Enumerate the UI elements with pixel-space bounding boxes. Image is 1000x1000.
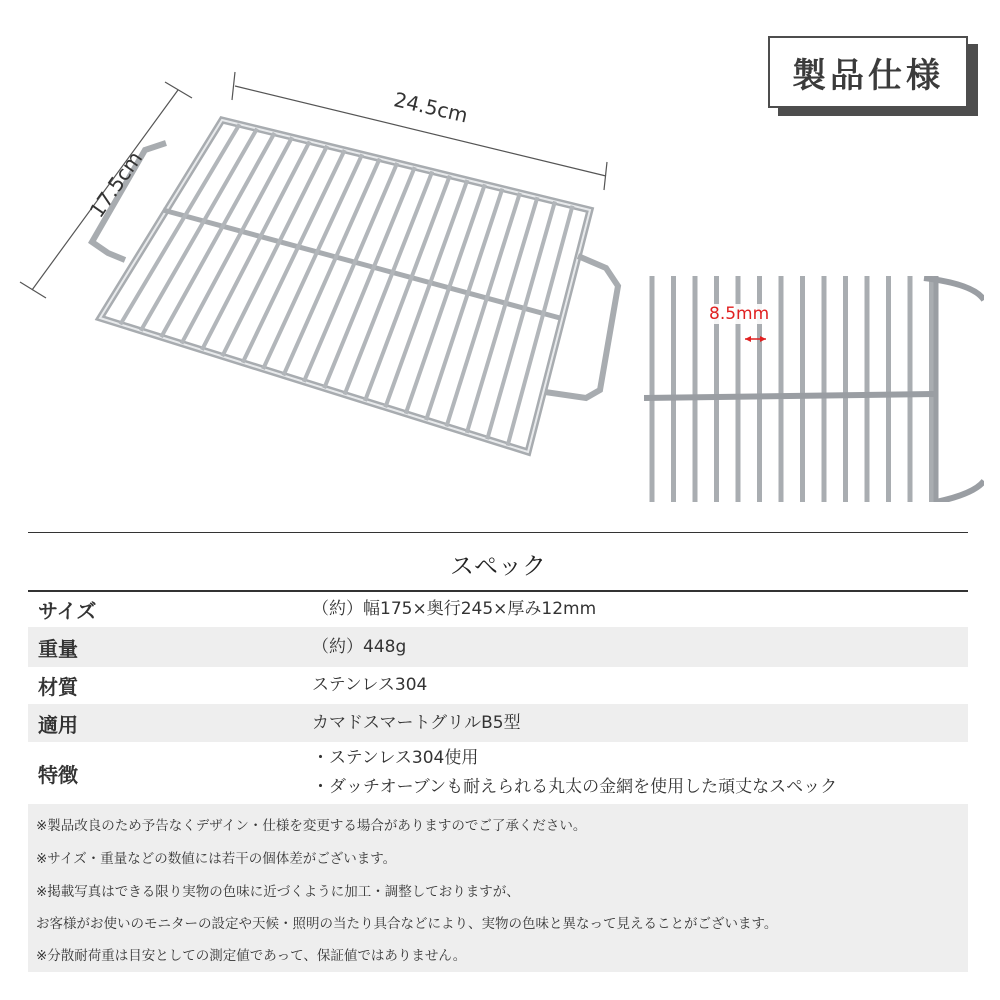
grate-bar bbox=[446, 193, 519, 427]
spec-row-weight bbox=[28, 627, 968, 667]
notes-box bbox=[28, 804, 968, 972]
title-badge bbox=[768, 36, 968, 108]
grate-bar bbox=[406, 184, 485, 413]
note-line: ※掲載写真はできる限り実物の色味に近づくように加工・調整しておりますが、 bbox=[36, 884, 520, 900]
spec-label: 特徴 bbox=[38, 762, 78, 787]
spec-row-compatibility bbox=[28, 704, 968, 742]
spec-value: ・ステンレス304使用 ・ダッチオーブンも耐えられる丸太の金網を使用した頑丈なスペック bbox=[312, 748, 838, 797]
grill-grate-image bbox=[0, 0, 640, 500]
depth-dimension-label: 17.5cm bbox=[84, 146, 148, 223]
bar-spacing-closeup-image bbox=[644, 276, 984, 502]
note-line: ※サイズ・重量などの数値には若干の個体差がございます。 bbox=[36, 851, 397, 867]
spec-value: （約）幅175×奥行245×厚み12mm bbox=[312, 599, 597, 619]
grate-bar bbox=[324, 167, 415, 388]
page-title: 製品仕様 bbox=[792, 55, 944, 96]
spec-row-features bbox=[28, 742, 968, 804]
spec-value: カマドスマートグリルB5型 bbox=[312, 712, 521, 733]
note-line: ※分散耐荷重は目安としての測定値であって、保証値ではありません。 bbox=[36, 948, 467, 964]
spec-heading: スペック bbox=[450, 551, 546, 580]
spec-value: （約）448g bbox=[312, 636, 407, 657]
spec-label: 適用 bbox=[38, 712, 78, 737]
grate-bar bbox=[426, 189, 502, 421]
spec-table bbox=[28, 592, 968, 804]
grate-bar bbox=[487, 201, 555, 439]
spec-label: 材質 bbox=[38, 675, 78, 699]
width-dimension-label: 24.5cm bbox=[391, 87, 471, 128]
spec-top-divider bbox=[28, 532, 968, 533]
spec-row-size bbox=[28, 592, 968, 627]
spec-value: ステンレス304 bbox=[312, 675, 428, 695]
spec-label: 重量 bbox=[38, 636, 78, 661]
note-line: ※製品改良のため予告なくデザイン・仕様を変更する場合がありますのでご了承ください。 bbox=[36, 818, 587, 834]
bar-spacing-label: 8.5mm bbox=[706, 304, 772, 324]
spec-label: サイズ bbox=[38, 599, 97, 623]
note-line: お客様がお使いのモニターの設定や天候・照明の当たり具合などにより、実物の色味と異なって見えることがございます。 bbox=[36, 916, 778, 932]
grate-bar bbox=[467, 197, 538, 433]
spec-row-material bbox=[28, 667, 968, 704]
